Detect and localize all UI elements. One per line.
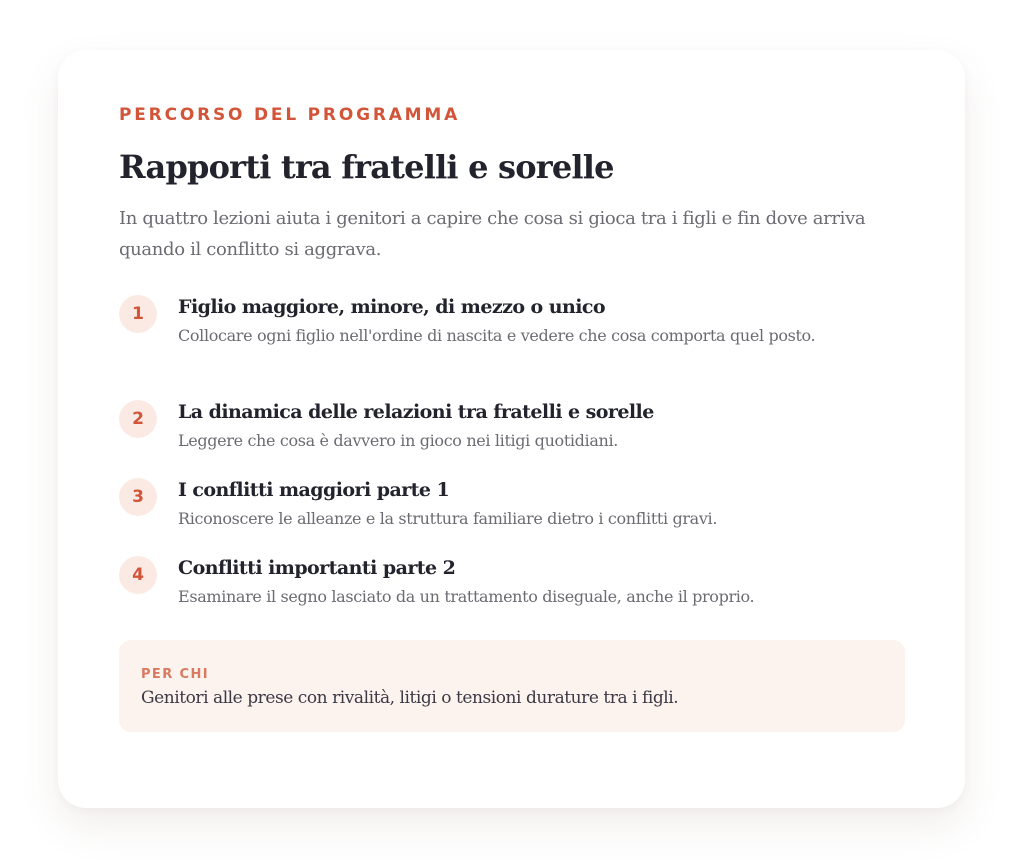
audience-callout (119, 640, 905, 732)
lesson-description: Collocare ogni figlio nell'ordine di nascita e vedere che cosa comporta quel posto. (178, 326, 816, 345)
lesson-description: Riconoscere le alleanze e la struttura familiare dietro i conflitti gravi. (178, 509, 718, 528)
lesson-title: I conflitti maggiori parte 1 (178, 479, 450, 501)
lesson-number-badge: 1 (119, 295, 157, 333)
lesson-title: Conflitti importanti parte 2 (178, 557, 456, 579)
lesson-number-badge: 4 (119, 556, 157, 594)
program-card (58, 50, 965, 808)
lesson-description: Esaminare il segno lasciato da un trattamento diseguale, anche il proprio. (178, 587, 755, 606)
program-subtitle: In quattro lezioni aiuta i genitori a capire che cosa si gioca tra i figli e fin dove arriva quando il conflitto si aggrava. (119, 208, 866, 260)
page-title: Rapporti tra fratelli e sorelle (119, 148, 614, 186)
lesson-description: Leggere che cosa è davvero in gioco nei litigi quotidiani. (178, 431, 618, 450)
lesson-number-badge: 2 (119, 400, 157, 438)
lesson-number-badge: 3 (119, 478, 157, 516)
audience-label: PER CHI (141, 667, 210, 682)
lesson-title: Figlio maggiore, minore, di mezzo o unico (178, 296, 606, 318)
lesson-title: La dinamica delle relazioni tra fratelli e sorelle (178, 401, 654, 423)
audience-text: Genitori alle prese con rivalità, litigi o tensioni durature tra i figli. (141, 688, 679, 708)
eyebrow-label: PERCORSO DEL PROGRAMMA (119, 105, 461, 125)
